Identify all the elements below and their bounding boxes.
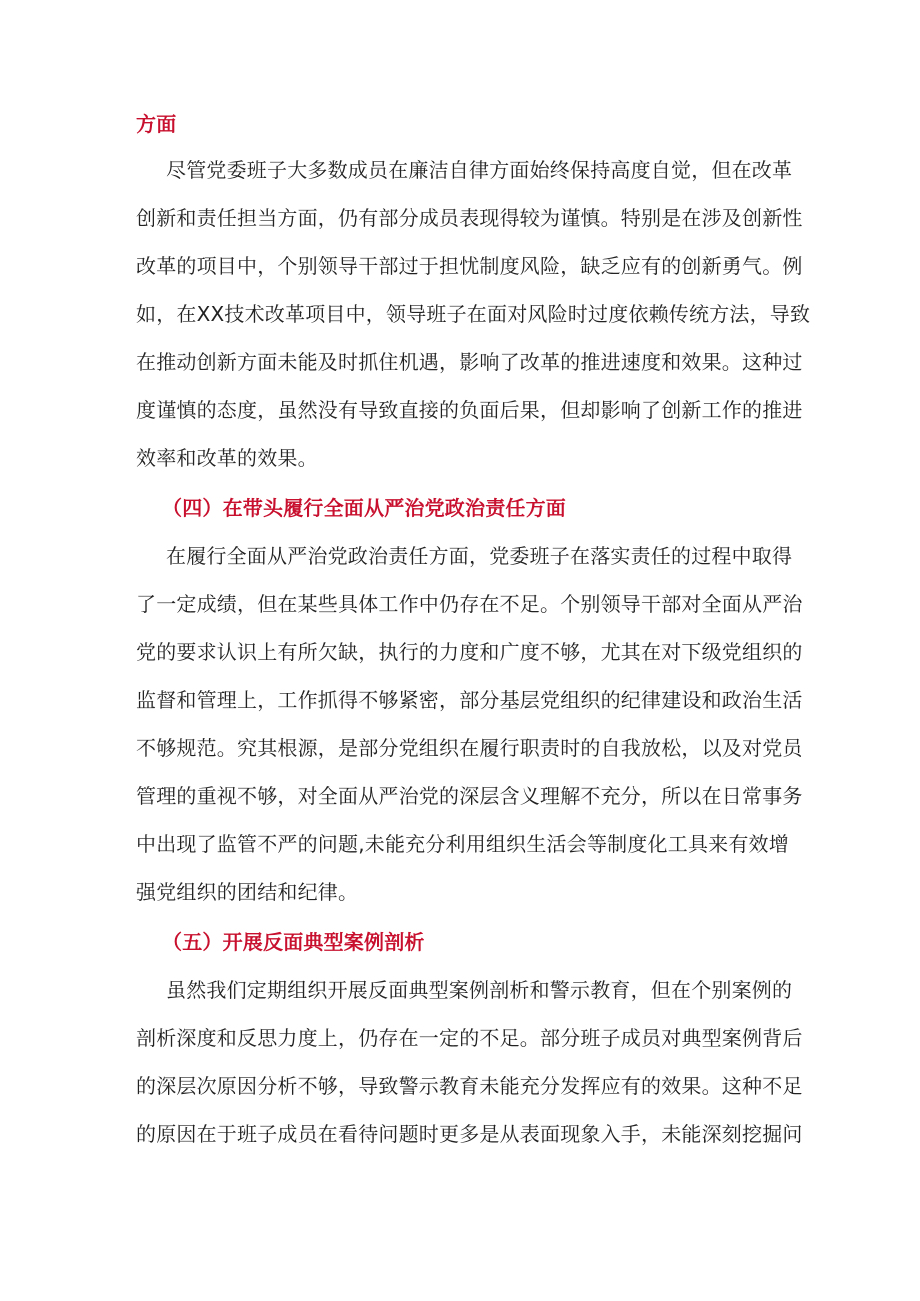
paragraph-line: 度谨慎的态度，虽然没有导致直接的负面后果，但却影响了创新工作的推进 xyxy=(136,398,803,422)
paragraph-line: 监督和管理上，工作抓得不够紧密，部分基层党组织的纪律建设和政治生活 xyxy=(136,688,803,712)
paragraph-line: 剖析深度和反思力度上，仍存在一定的不足。部分班子成员对典型案例背后 xyxy=(136,1026,803,1050)
paragraph-line: 的深层次原因分析不够，导致警示教育未能充分发挥应有的效果。这种不足 xyxy=(136,1074,803,1098)
paragraph-line: 党的要求认识上有所欠缺，执行的力度和广度不够，尤其在对下级党组织的 xyxy=(136,640,803,664)
section-heading-4: （四）在带头履行全面从严治党政治责任方面 xyxy=(162,496,566,520)
paragraph-line: 管理的重视不够，对全面从严治党的深层含义理解不充分，所以在日常事务 xyxy=(136,784,803,808)
paragraph-line: 如，在XX技术改革项目中，领导班子在面对风险时过度依赖传统方法，导致 xyxy=(136,302,811,326)
paragraph-line: 强党组织的团结和纪律。 xyxy=(136,880,359,904)
section-heading-5: （五）开展反面典型案例剖析 xyxy=(162,930,425,954)
paragraph-line: 中出现了监管不严的问题,未能充分利用组织生活会等制度化工具来有效增 xyxy=(136,832,789,856)
fragment-heading: 方面 xyxy=(136,112,177,136)
paragraph-line: 在推动创新方面未能及时抓住机遇，影响了改革的推进速度和效果。这种过 xyxy=(136,350,803,374)
paragraph-line: 在履行全面从严治党政治责任方面，党委班子在落实责任的过程中取得 xyxy=(166,544,793,568)
paragraph-line: 创新和责任担当方面，仍有部分成员表现得较为谨慎。特别是在涉及创新性 xyxy=(136,206,803,230)
paragraph-line: 不够规范。究其根源，是部分党组织在履行职责时的自我放松，以及对党员 xyxy=(136,736,803,760)
paragraph-line: 效率和改革的效果。 xyxy=(136,446,318,470)
paragraph-line: 改革的项目中，个别领导干部过于担忧制度风险，缺乏应有的创新勇气。例 xyxy=(136,254,803,278)
paragraph-line: 虽然我们定期组织开展反面典型案例剖析和警示教育，但在个别案例的 xyxy=(166,978,793,1002)
paragraph-line: 尽管党委班子大多数成员在廉洁自律方面始终保持高度自觉，但在改革 xyxy=(166,158,793,182)
paragraph-line: 了一定成绩，但在某些具体工作中仍存在不足。个别领导干部对全面从严治 xyxy=(136,592,803,616)
paragraph-line: 的原因在于班子成员在看待问题时更多是从表面现象入手，未能深刻挖掘问 xyxy=(136,1122,803,1146)
